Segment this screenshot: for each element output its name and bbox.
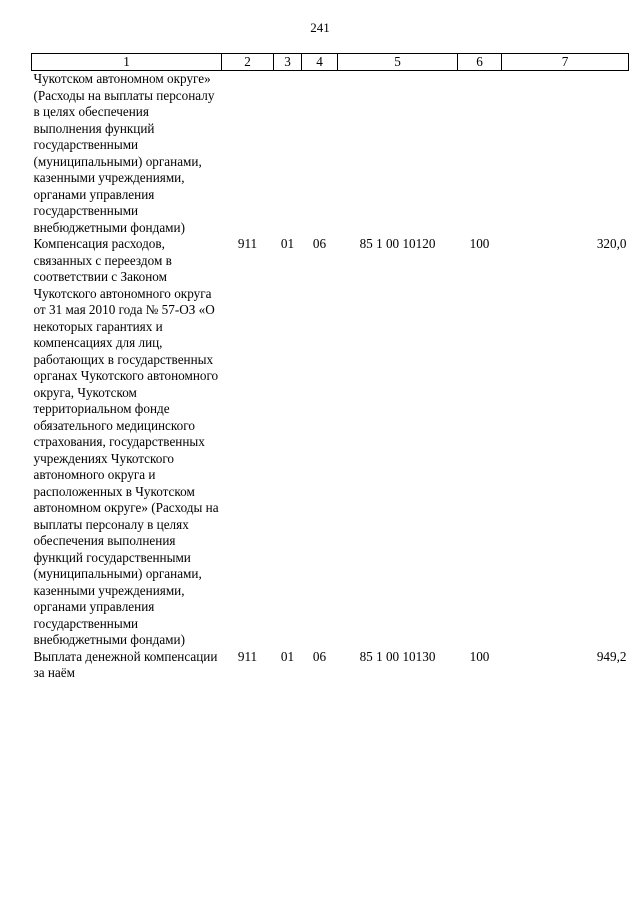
row-col7: 949,2 [596,648,627,664]
row-col6 [458,71,502,237]
table-row [32,649,629,682]
table-header-row [32,54,629,71]
page-number: 241 [310,20,330,35]
row-col3: 01 [280,236,295,251]
row-col6: 100 [469,236,490,251]
row-col5 [338,71,458,237]
column-header-4: 4 [302,54,338,71]
table-row [32,236,629,649]
column-header-7: 7 [502,54,629,71]
column-header-1: 1 [32,54,222,71]
row-col7: 320,0 [596,236,627,251]
row-col4: 06 [312,236,327,251]
column-header-5: 5 [338,54,458,71]
row-col4 [302,71,338,237]
column-header-6: 6 [458,54,502,71]
row-col7 [502,71,629,237]
row-name: Чукотском автономном округе» (Расходы на выплаты персоналу в целях обеспечения выполнения функций государственными (муниципальными) органами, казенными учреждениями, органами управления государственными внебюджетными фондами) [33,71,215,235]
row-col3: 01 [280,648,295,664]
row-col4: 06 [312,648,327,664]
row-col3 [274,71,302,237]
column-header-3: 3 [274,54,302,71]
row-name: Выплата денежной компенсации за наём [33,648,218,680]
row-col2: 911 [237,236,258,251]
row-name: Компенсация расходов, связанных с переездом в соответствии с Законом Чукотского автономного округа от 31 мая 2010 года № 57-ОЗ «О некоторых гарантиях и компенсациях для лиц, работающих в государственных органах Чукотского автономного округа, Чукотском территориальном фонде обязательного медицинского страхования, государственных учреждениях Чукотского автономного округа и расположенных в Чукотском автономном округе» (Расходы на выплаты персоналу в целях обеспечения выполнения функций государственными (муниципальными) органами, казенными учреждениями, органами управления государственными внебюджетными фондами) [33,236,219,647]
row-col5: 85 1 00 10120 [359,236,436,251]
row-col2: 911 [237,648,258,664]
budget-table [31,53,629,682]
row-col5: 85 1 00 10130 [359,648,436,664]
row-col2 [222,71,274,237]
column-header-2: 2 [222,54,274,71]
table-row [32,71,629,237]
row-col6: 100 [469,648,490,664]
